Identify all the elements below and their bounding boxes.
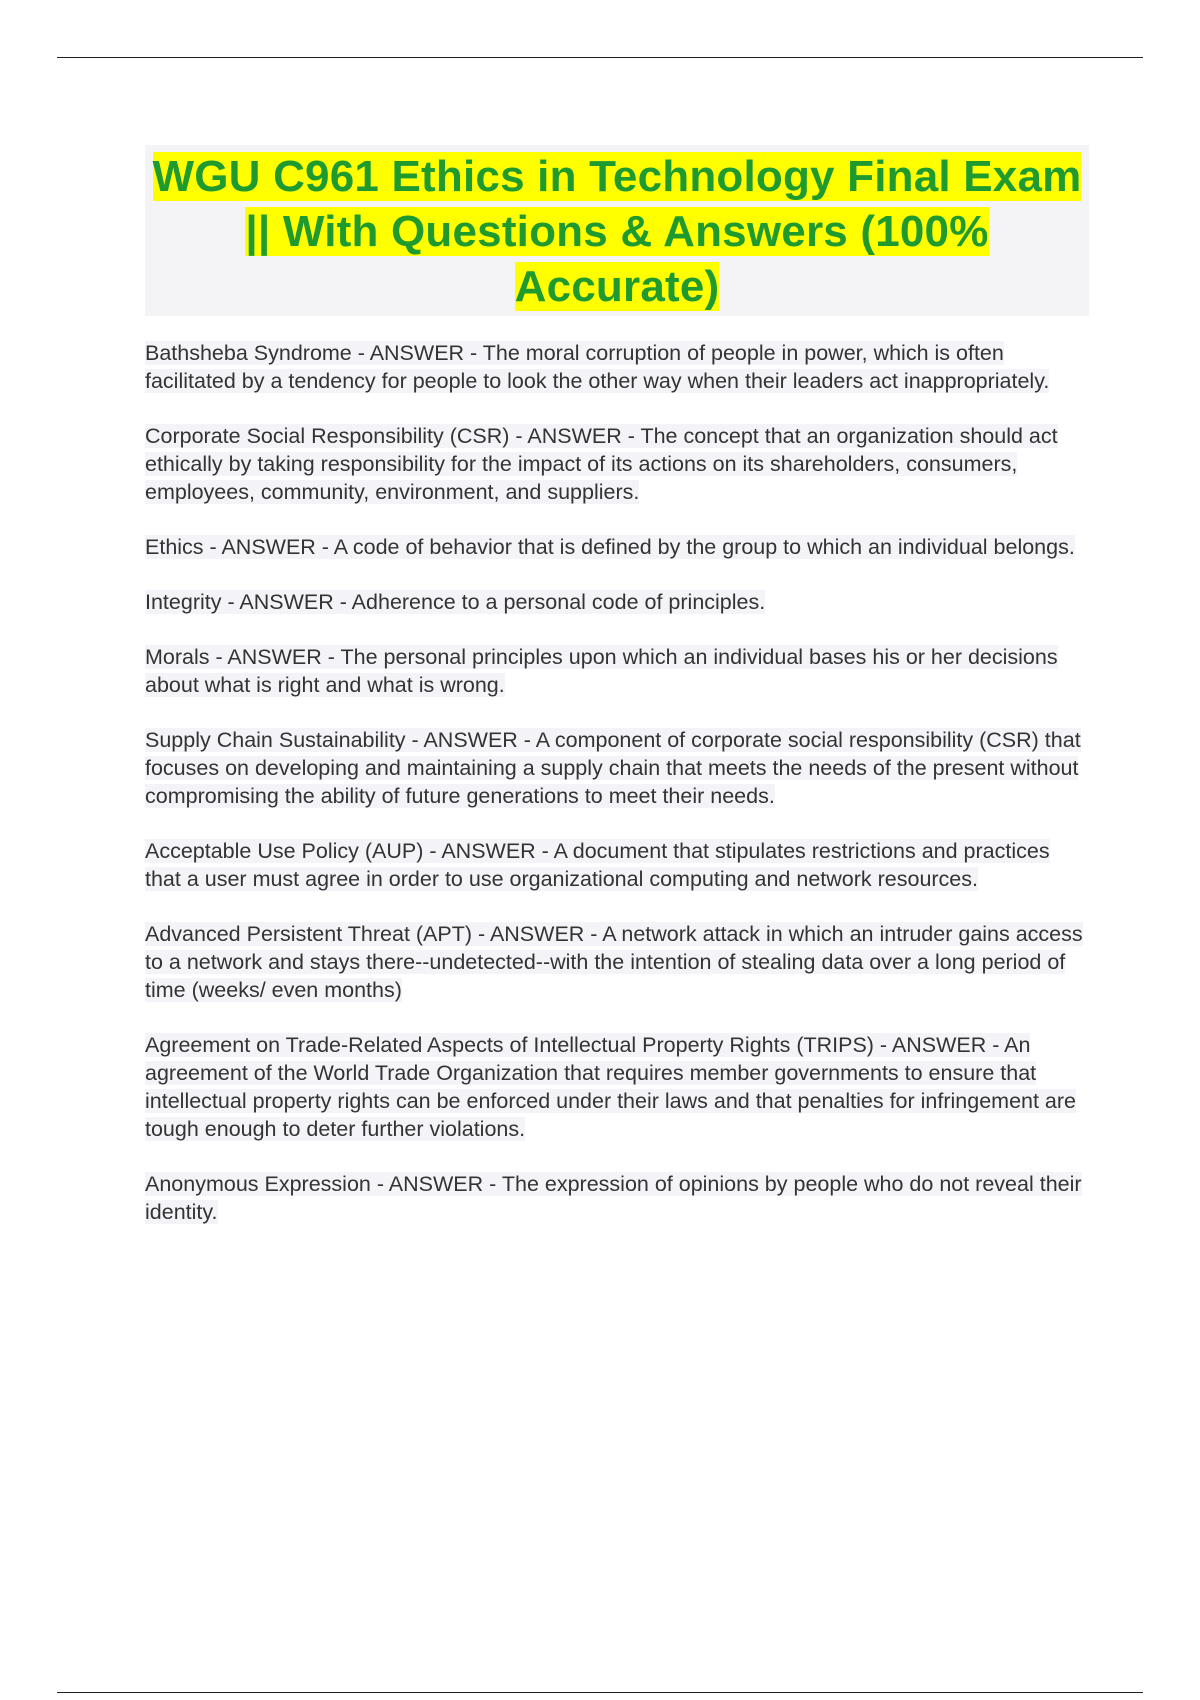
qa-entry-text: Supply Chain Sustainability - ANSWER - A component of corporate social responsibility (CSR) that focuses on developing and maintaining a supply chain that meets the needs of the present without compromising the ability of future generations to meet their needs. <box>145 728 1081 808</box>
bottom-divider <box>57 1692 1143 1693</box>
qa-entry-text: Bathsheba Syndrome - ANSWER - The moral corruption of people in power, which is often facilitated by a tendency for people to look the other way when their leaders act inappropriately. <box>145 341 1050 393</box>
qa-entry-aup <box>145 837 1085 893</box>
qa-entry-supply-chain-sustainability <box>145 726 1085 810</box>
qa-entry-bathsheba-syndrome <box>145 339 1085 395</box>
qa-entry-anonymous-expression <box>145 1170 1085 1226</box>
qa-entry-text: Ethics - ANSWER - A code of behavior that is defined by the group to which an individual belongs. <box>145 535 1075 559</box>
qa-entry-csr <box>145 422 1085 506</box>
qa-entry-text: Agreement on Trade-Related Aspects of Intellectual Property Rights (TRIPS) - ANSWER - An agreement of the World Trade Organization that requires member governments to ensure that intellectual property rights can be enforced under their laws and that penalties for infringement are tough enough to deter further violations. <box>145 1033 1077 1141</box>
qa-list <box>145 339 1085 1253</box>
top-divider <box>57 57 1143 58</box>
qa-entry-text: Anonymous Expression - ANSWER - The expression of opinions by people who do not reveal their identity. <box>145 1172 1082 1224</box>
qa-entry-text: Integrity - ANSWER - Adherence to a personal code of principles. <box>145 590 766 614</box>
qa-entry-text: Corporate Social Responsibility (CSR) - ANSWER - The concept that an organization should act ethically by taking responsibility for the impact of its actions on its shareholders, consumers, employees, community, environment, and suppliers. <box>145 424 1058 504</box>
qa-entry-text: Advanced Persistent Threat (APT) - ANSWER - A network attack in which an intruder gains access to a network and stays there--undetected--with the intention of stealing data over a long period of time (weeks/ even months) <box>145 922 1083 1002</box>
qa-entry-apt <box>145 920 1085 1004</box>
title-block <box>145 145 1089 316</box>
qa-entry-ethics <box>145 533 1085 561</box>
qa-entry-morals <box>145 643 1085 699</box>
qa-entry-integrity <box>145 588 1085 616</box>
qa-entry-trips <box>145 1031 1085 1143</box>
qa-entry-text: Morals - ANSWER - The personal principles upon which an individual bases his or her decisions about what is right and what is wrong. <box>145 645 1058 697</box>
document-title <box>145 149 1089 314</box>
qa-entry-text: Acceptable Use Policy (AUP) - ANSWER - A document that stipulates restrictions and practices that a user must agree in order to use organizational computing and network resources. <box>145 839 1050 891</box>
document-title-text: WGU C961 Ethics in Technology Final Exam || With Questions & Answers (100% Accurate) <box>152 152 1082 311</box>
